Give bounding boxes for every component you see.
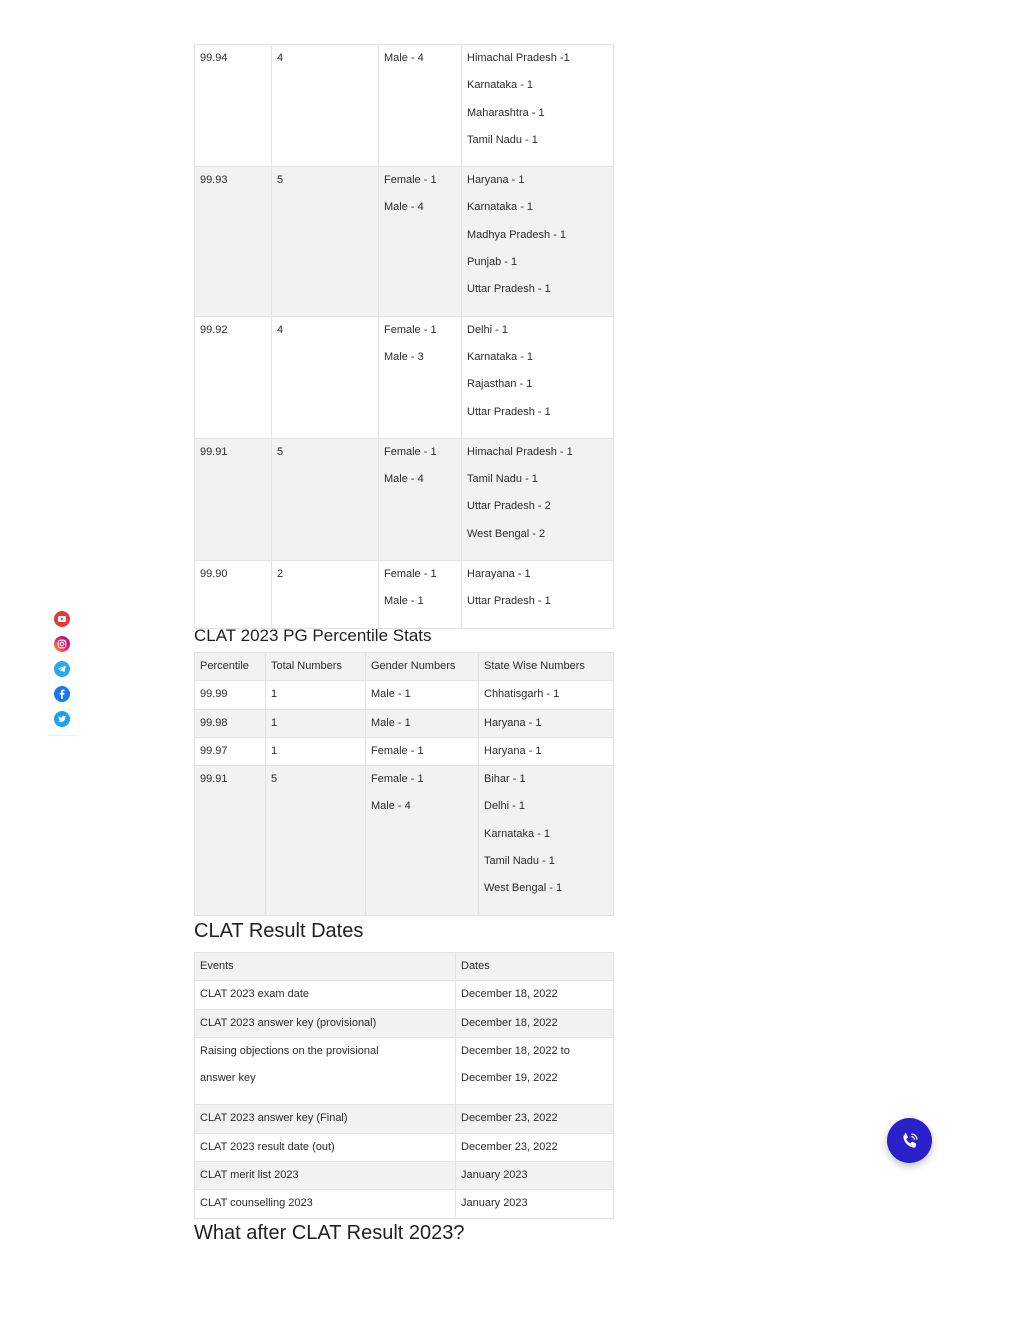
event-cell: CLAT counselling 2023 xyxy=(195,1190,456,1218)
event-cell: CLAT merit list 2023 xyxy=(195,1162,456,1190)
column-header: Total Numbers xyxy=(266,653,366,681)
total-cell: 1 xyxy=(266,709,366,737)
gender-cell: Female - 1 Male - 4 xyxy=(379,438,462,560)
phone-icon xyxy=(899,1130,921,1152)
event-cell: CLAT 2023 answer key (Final) xyxy=(195,1105,456,1133)
table-row xyxy=(195,681,614,709)
result-dates-heading: CLAT Result Dates xyxy=(194,920,364,942)
table-header-row xyxy=(195,953,614,981)
pg-stats-heading: CLAT 2023 PG Percentile Stats xyxy=(194,626,432,645)
event-cell: CLAT 2023 result date (out) xyxy=(195,1133,456,1161)
states-cell: Harayana - 1 Uttar Pradesh - 1 xyxy=(462,561,614,629)
states-cell: Chhatisgarh - 1 xyxy=(479,681,614,709)
percentile-cell: 99.93 xyxy=(195,167,272,316)
gender-cell: Female - 1 Male - 4 xyxy=(366,766,479,915)
date-cell: January 2023 xyxy=(456,1190,614,1218)
ug-percentile-table xyxy=(194,44,614,629)
table-row xyxy=(195,167,614,316)
table-row xyxy=(195,981,614,1009)
table-row xyxy=(195,1105,614,1133)
percentile-cell: 99.91 xyxy=(195,438,272,560)
social-share-bar xyxy=(48,611,76,736)
date-cell: December 23, 2022 xyxy=(456,1105,614,1133)
total-cell: 1 xyxy=(266,737,366,765)
date-cell: December 23, 2022 xyxy=(456,1133,614,1161)
states-cell: Haryana - 1 xyxy=(479,709,614,737)
table-row xyxy=(195,709,614,737)
table-row xyxy=(195,438,614,560)
what-after-heading: What after CLAT Result 2023? xyxy=(194,1222,465,1244)
column-header: Dates xyxy=(456,953,614,981)
gender-cell: Female - 1 xyxy=(366,737,479,765)
table-row xyxy=(195,1037,614,1105)
table-row xyxy=(195,766,614,915)
states-cell: Haryana - 1 Karnataka - 1 Madhya Pradesh - 1 Punjab - 1 Uttar Pradesh - 1 xyxy=(462,167,614,316)
states-cell: Haryana - 1 xyxy=(479,737,614,765)
percentile-cell: 99.91 xyxy=(195,766,266,915)
gender-cell: Male - 1 xyxy=(366,709,479,737)
gender-cell: Female - 1 Male - 1 xyxy=(379,561,462,629)
percentile-cell: 99.98 xyxy=(195,709,266,737)
date-cell: January 2023 xyxy=(456,1162,614,1190)
percentile-cell: 99.94 xyxy=(195,45,272,167)
total-cell: 5 xyxy=(272,167,379,316)
states-cell: Himachal Pradesh -1 Karnataka - 1 Maharashtra - 1 Tamil Nadu - 1 xyxy=(462,45,614,167)
table-row xyxy=(195,737,614,765)
facebook-icon[interactable] xyxy=(54,686,70,702)
table-header-row xyxy=(195,653,614,681)
column-header: Percentile xyxy=(195,653,266,681)
gender-cell: Male - 1 xyxy=(366,681,479,709)
table-row xyxy=(195,1009,614,1037)
total-cell: 5 xyxy=(266,766,366,915)
table-row xyxy=(195,1162,614,1190)
table-row xyxy=(195,45,614,167)
gender-cell: Male - 4 xyxy=(379,45,462,167)
percentile-cell: 99.99 xyxy=(195,681,266,709)
event-cell: CLAT 2023 exam date xyxy=(195,981,456,1009)
percentile-cell: 99.90 xyxy=(195,561,272,629)
pg-percentile-table xyxy=(194,652,614,916)
call-button[interactable] xyxy=(887,1118,932,1163)
event-cell: Raising objections on the provisional answer key xyxy=(195,1037,456,1105)
states-cell: Delhi - 1 Karnataka - 1 Rajasthan - 1 Uttar Pradesh - 1 xyxy=(462,316,614,438)
column-header: Gender Numbers xyxy=(366,653,479,681)
instagram-icon[interactable] xyxy=(54,636,70,652)
date-cell: December 18, 2022 xyxy=(456,981,614,1009)
gender-cell: Female - 1 Male - 3 xyxy=(379,316,462,438)
total-cell: 4 xyxy=(272,45,379,167)
result-dates-table xyxy=(194,952,614,1219)
states-cell: Bihar - 1 Delhi - 1 Karnataka - 1 Tamil Nadu - 1 West Bengal - 1 xyxy=(479,766,614,915)
table-row xyxy=(195,561,614,629)
twitter-icon[interactable] xyxy=(54,711,70,727)
table-row xyxy=(195,1133,614,1161)
total-cell: 5 xyxy=(272,438,379,560)
percentile-cell: 99.97 xyxy=(195,737,266,765)
youtube-icon[interactable] xyxy=(54,611,70,627)
total-cell: 1 xyxy=(266,681,366,709)
date-cell: December 18, 2022 xyxy=(456,1009,614,1037)
total-cell: 2 xyxy=(272,561,379,629)
gender-cell: Female - 1 Male - 4 xyxy=(379,167,462,316)
date-cell: December 18, 2022 to December 19, 2022 xyxy=(456,1037,614,1105)
states-cell: Himachal Pradesh - 1 Tamil Nadu - 1 Uttar Pradesh - 2 West Bengal - 2 xyxy=(462,438,614,560)
event-cell: CLAT 2023 answer key (provisional) xyxy=(195,1009,456,1037)
telegram-icon[interactable] xyxy=(54,661,70,677)
column-header: Events xyxy=(195,953,456,981)
table-row xyxy=(195,1190,614,1218)
table-row xyxy=(195,316,614,438)
column-header: State Wise Numbers xyxy=(479,653,614,681)
total-cell: 4 xyxy=(272,316,379,438)
percentile-cell: 99.92 xyxy=(195,316,272,438)
